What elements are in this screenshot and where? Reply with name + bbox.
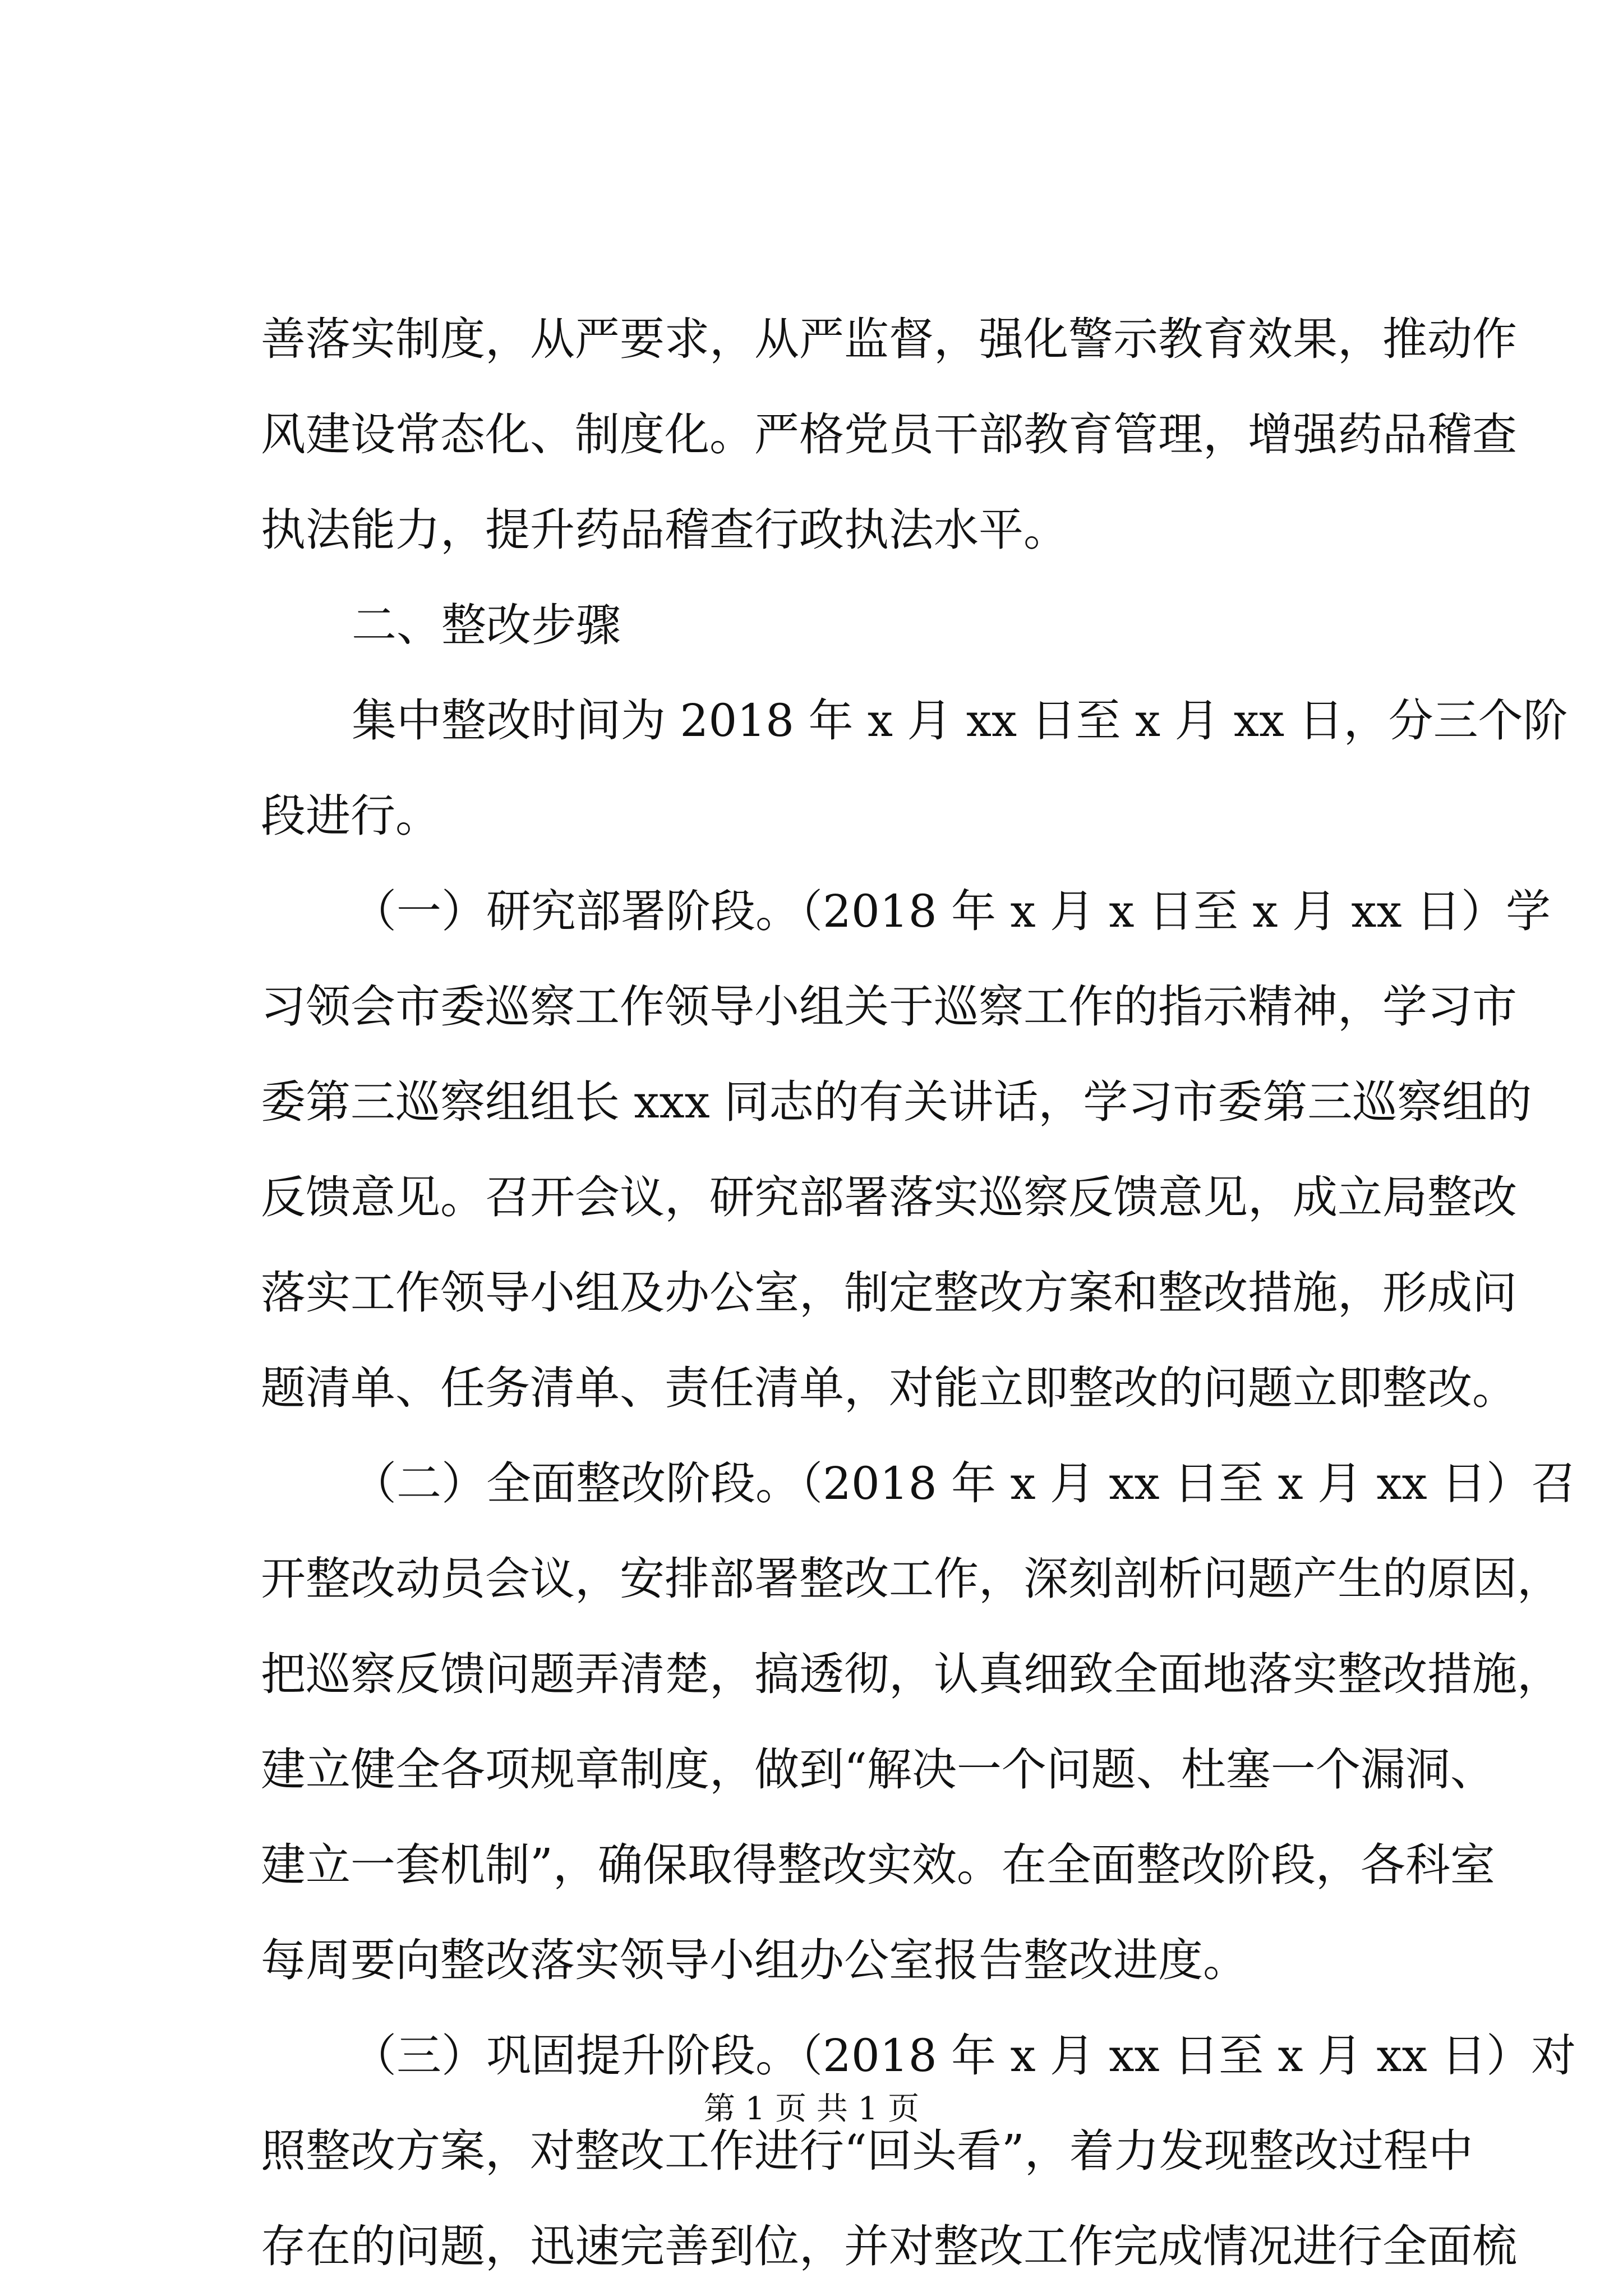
text-line: 委第三巡察组组长 xxx 同志的有关讲话，学习市委第三巡察组的 (261, 1076, 1532, 1128)
text-line: 风建设常态化、制度化。严格党员干部教育管理，增强药品稽查 (261, 408, 1517, 461)
text-line: （二）全面整改阶段。（2018 年 x 月 xx 日至 x 月 xx 日）召 (352, 1457, 1576, 1510)
text-line: 习领会市委巡察工作领导小组关于巡察工作的指示精神，学习市 (261, 981, 1517, 1033)
text-line: 段进行。 (261, 790, 440, 842)
text-line: 开整改动员会议，安排部署整改工作，深刻剖析问题产生的原因， (261, 1553, 1562, 1605)
text-line: 二、整改步骤 (352, 599, 621, 651)
text-line: 每周要向整改落实领导小组办公室报告整改进度。 (261, 1934, 1248, 1986)
document-body (261, 292, 1576, 2294)
text-line: 反馈意见。召开会议，研究部署落实巡察反馈意见，成立局整改 (261, 1171, 1517, 1223)
text-line: 题清单、任务清单、责任清单，对能立即整改的问题立即整改。 (261, 1362, 1517, 1414)
text-line: （三）巩固提升阶段。（2018 年 x 月 xx 日至 x 月 xx 日）对 (352, 2030, 1576, 2082)
text-line: 把巡察反馈问题弄清楚，搞透彻，认真细致全面地落实整改措施， (261, 1648, 1562, 1700)
text-line: 照整改方案，对整改工作进行“回头看”，着力发现整改过程中 (261, 2125, 1473, 2177)
text-line: 落实工作领导小组及办公室，制定整改方案和整改措施，形成问 (261, 1267, 1517, 1319)
text-line: 集中整改时间为 2018 年 x 月 xx 日至 x 月 xx 日，分三个阶 (352, 694, 1568, 747)
text-line: 存在的问题，迅速完善到位，并对整改工作完成情况进行全面梳 (261, 2220, 1517, 2272)
text-line: 建立健全各项规章制度，做到“解决一个问题、杜塞一个漏洞、 (261, 1743, 1495, 1796)
text-line: 执法能力，提升药品稽查行政执法水平。 (261, 504, 1068, 556)
page-footer: 第 1 页 共 1 页 (703, 2091, 920, 2127)
text-line: 善落实制度，从严要求，从严监督，强化警示教育效果，推动作 (261, 313, 1517, 365)
text-line: （一）研究部署阶段。（2018 年 x 月 x 日至 x 月 xx 日）学 (352, 885, 1551, 937)
text-line: 建立一套机制”，确保取得整改实效。在全面整改阶段，各科室 (261, 1839, 1495, 1891)
